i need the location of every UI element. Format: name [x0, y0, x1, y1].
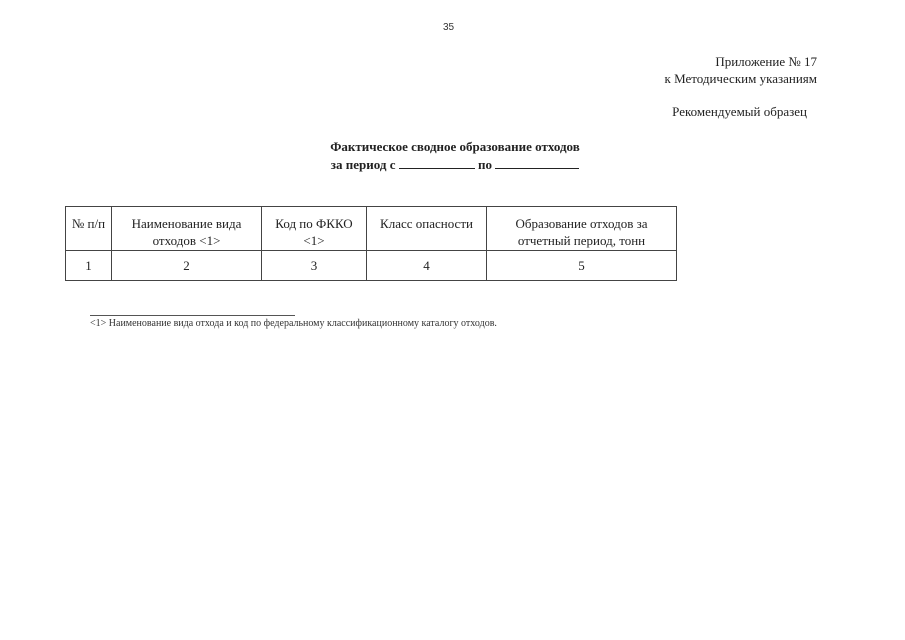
footnote-divider [90, 315, 295, 316]
period-middle: по [477, 157, 492, 172]
page-number: 35 [443, 22, 455, 33]
title-line: Фактическое сводное образование отходов [330, 139, 580, 154]
table-cell: 5 [487, 251, 677, 281]
waste-table [65, 206, 677, 281]
table-row [66, 251, 677, 281]
appendix-reference [665, 53, 818, 87]
table-cell: 3 [262, 251, 367, 281]
table-cell: 4 [367, 251, 487, 281]
header-row-number: № п/п [66, 207, 112, 251]
header-hazard-class: Класс опасности [367, 207, 487, 251]
title-period-line [150, 156, 760, 174]
header-waste-name: Наименование вида отходов <1> [112, 207, 262, 251]
header-fkko-code: Код по ФККО <1> [262, 207, 367, 251]
header-waste-amount: Образование отходов за отчетный период, тонн [487, 207, 677, 251]
footnote: <1> Наименование вида отхода и код по федеральному классификационному каталогу отходов. [90, 318, 497, 329]
table-cell: 1 [66, 251, 112, 281]
table-cell: 2 [112, 251, 262, 281]
period-end-blank [495, 158, 579, 169]
document-title [150, 138, 760, 174]
period-prefix: за период с [330, 157, 396, 172]
sample-label: Рекомендуемый образец [672, 104, 807, 119]
period-start-blank [399, 158, 475, 169]
appendix-guidelines: к Методическим указаниям [664, 71, 817, 86]
table-header-row [66, 207, 677, 251]
appendix-number: Приложение № 17 [715, 54, 817, 69]
